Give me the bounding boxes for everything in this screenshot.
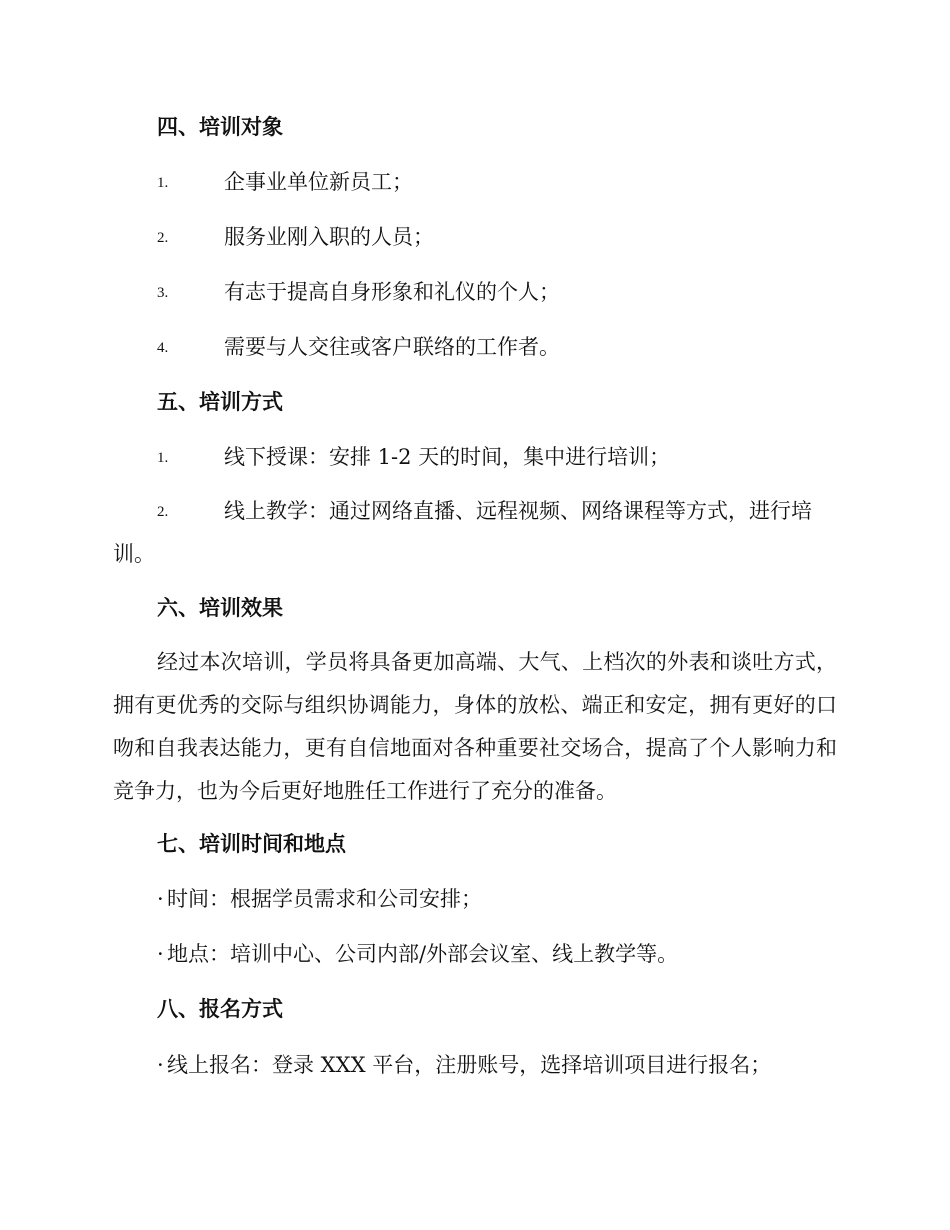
list-text: 服务业刚入职的人员； bbox=[224, 225, 434, 249]
list-text: 线下授课：安排 1-2 天的时间，集中进行培训； bbox=[224, 445, 671, 469]
list-number: 2. bbox=[157, 504, 169, 520]
section-heading-5: 五、培训方式 bbox=[157, 389, 283, 414]
list-text: 企事业单位新员工； bbox=[224, 170, 413, 194]
list-number: 4. bbox=[157, 340, 169, 356]
list-number: 1. bbox=[157, 175, 169, 191]
list-number: 1. bbox=[157, 450, 169, 466]
bullet-text: 线上报名：登录 XXX 平台，注册账号，选择培训项目进行报名； bbox=[167, 1053, 772, 1077]
bullet-marker: · bbox=[157, 1053, 164, 1077]
bullet-item bbox=[157, 885, 482, 913]
list-text: 需要与人交往或客户联络的工作者。 bbox=[224, 335, 560, 359]
list-text: 线上教学：通过网络直播、远程视频、网络课程等方式，进行培 bbox=[224, 499, 812, 523]
list-number: 3. bbox=[157, 285, 169, 301]
list-text: 有志于提高自身形象和礼仪的个人； bbox=[224, 280, 560, 304]
bullet-text: 地点：培训中心、公司内部/外部会议室、线上教学等。 bbox=[167, 942, 679, 966]
list-number: 2. bbox=[157, 230, 169, 246]
bullet-item bbox=[157, 940, 678, 968]
bullet-item bbox=[157, 1051, 771, 1079]
section-heading-4: 四、培训对象 bbox=[157, 114, 283, 139]
bullet-text: 时间：根据学员需求和公司安排； bbox=[167, 887, 482, 911]
section-heading-7: 七、培训时间和地点 bbox=[157, 831, 346, 856]
bullet-marker: · bbox=[157, 942, 164, 966]
section-heading-8: 八、报名方式 bbox=[157, 996, 283, 1021]
section-heading-6: 六、培训效果 bbox=[157, 595, 283, 620]
list-item-continuation: 训。 bbox=[113, 542, 155, 566]
bullet-marker: · bbox=[157, 887, 164, 911]
body-paragraph: 经过本次培训，学员将具备更加高端、大气、上档次的外表和谈吐方式，拥有更优秀的交际与组织协调能力，身体的放松、端正和安定，拥有更好的口吻和自我表达能力，更有自信地面对各种重要社交场合，提高了个人影响力和竞争力，也为今后更好地胜任工作进行了充分的准备。 bbox=[113, 650, 837, 803]
